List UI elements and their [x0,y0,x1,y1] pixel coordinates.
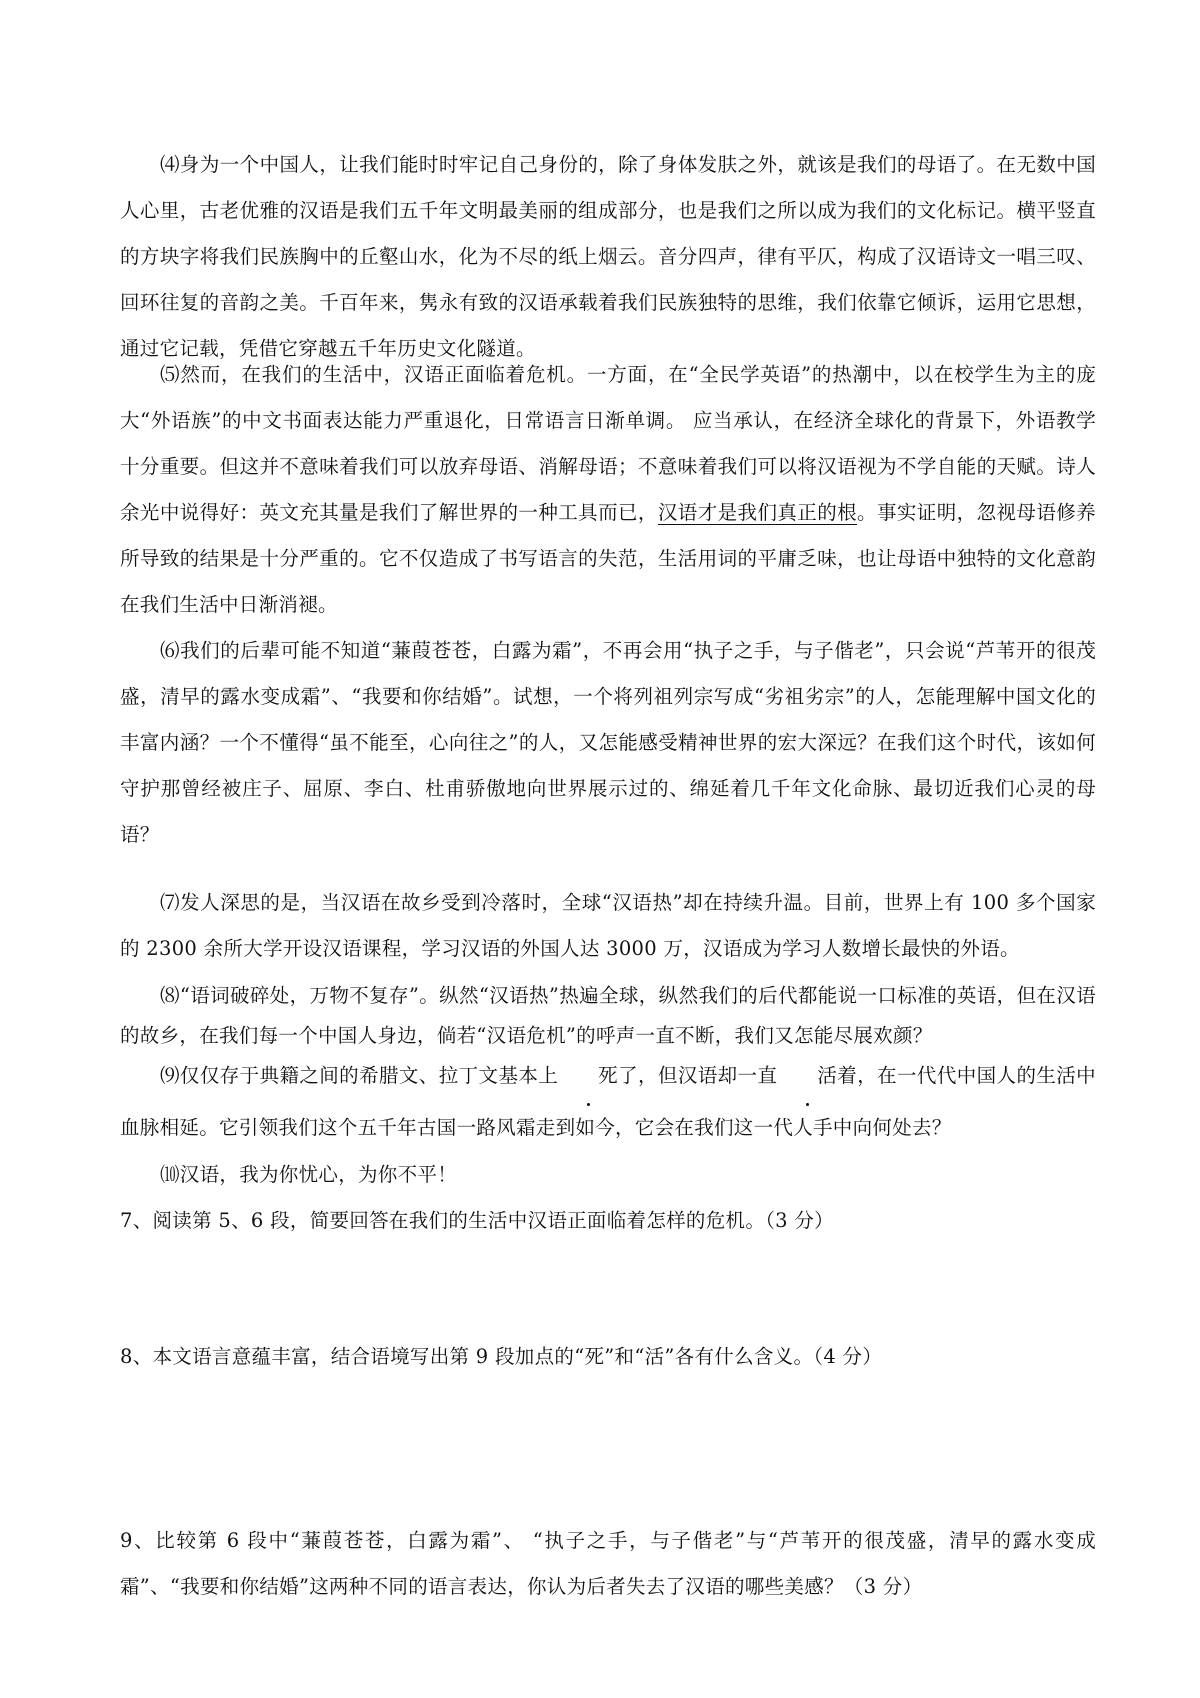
paragraph-5-text-b: 。事实证明，忽视母语修养所导致的结果是十分严重的。它不仅造成了书写语言的失范，生活用词的平庸乏味，也让母语中独特的文化意韵在我们生活中日渐消褪。 [120,501,1096,616]
question-7-text: 7、阅读第 5、6 段，简要回答在我们的生活中汉语正面临着怎样的危机。（3 分） [120,1209,834,1232]
paragraph-6 [120,628,1096,858]
dotted-char-si: 死 [558,1050,618,1102]
question-8 [120,1334,1096,1380]
paragraph-6-text: ⑹我们的后辈可能不知道“蒹葭苍苍，白露为霜”，不再会用“执子之手，与子偕老”，只会说“芦苇开的很茂盛，清早的露水变成霜”、“我要和你结婚”。试想，一个将列祖列宗写成“劣祖劣宗”的人，怎能理解中国文化的丰富内涵？一个不懂得“虽不能至，心向往之”的人，又怎能感受精神世界的宏大深远？在我们这个时代，该如何守护那曾经被庄子、屈原、李白、杜甫骄傲地向世界展示过的、绵延着几千年文化命脉、最切近我们心灵的母语？ [120,639,1096,846]
underlined-phrase: 汉语才是我们真正的根 [657,501,858,524]
paragraph-10 [120,1152,1096,1198]
paragraph-5 [120,352,1096,628]
question-7 [120,1198,1096,1244]
dotted-char-huo: 活 [777,1050,837,1102]
paragraph-9-text-b: 了，但汉语却一直 [617,1064,778,1087]
question-8-text: 8、本文语言意蕴丰富，结合语境写出第 9 段加点的“死”和“活”各有什么含义。（4 分） [120,1345,883,1368]
question-9 [120,1518,1096,1610]
paragraph-7-text: ⑺发人深思的是，当汉语在故乡受到冷落时，全球“汉语热”却在持续升温。目前，世界上有 100 多个国家的 2300 余所大学开设汉语课程，学习汉语的外国人达 3000 万，汉语成为学习人数增长最快的外语。 [120,891,1096,960]
paragraph-8 [120,976,1096,1056]
paragraph-9-text-c: 着，在一代代中国人的生活中血脉相延。它引领我们这个五千年古国一路风霜走到如今，它会在我们这一代人手中向何处去？ [120,1064,1096,1139]
paragraph-9 [120,1050,1096,1154]
paragraph-7 [120,880,1096,972]
question-9-text: 9、比较第 6 段中“蒹葭苍苍，白露为霜”、 “执子之手，与子偕老”与“芦苇开的很茂盛，清早的露水变成霜”、“我要和你结婚”这两种不同的语言表达，你认为后者失去了汉语的哪些美感？（3 分） [120,1529,1096,1598]
paragraph-4-text: ⑷身为一个中国人，让我们能时时牢记自己身份的，除了身体发肤之外，就该是我们的母语了。在无数中国人心里，古老优雅的汉语是我们五千年文明最美丽的组成部分，也是我们之所以成为我们的文化标记。横平竖直的方块字将我们民族胸中的丘壑山水，化为不尽的纸上烟云。音分四声，律有平仄，构成了汉语诗文一唱三叹、回环往复的音韵之美。千百年来，隽永有致的汉语承载着我们民族独特的思维，我们依靠它倾诉，运用它思想，通过它记载，凭借它穿越五千年历史文化隧道。 [120,153,1096,360]
paragraph-9-text-a: ⑼仅仅存于典籍之间的希腊文、拉丁文基本上 [160,1064,559,1087]
paragraph-4 [120,142,1096,372]
paragraph-10-text: ⑽汉语，我为你忧心，为你不平！ [160,1163,458,1186]
paragraph-8-text: ⑻“语词破碎处，万物不复存”。纵然“汉语热”热遍全球，纵然我们的后代都能说一口标准的英语，但在汉语的故乡，在我们每一个中国人身边，倘若“汉语危机”的呼声一直不断，我们又怎能尽展欢颜？ [120,984,1096,1047]
paragraph-5-text-a: ⑸然而，在我们的生活中，汉语正面临着危机。一方面，在“全民学英语”的热潮中，以在校学生为主的庞大“外语族”的中文书面表达能力严重退化，日常语言日渐单调。 应当承认，在经济全球化的背景下，外语教学十分重要。但这并不意味着我们可以放弃母语、消解母语；不意味着我们可以将汉语视为不学自能的天赋。诗人余光中说得好：英文充其量是我们了解世界的一种工具而已， [120,363,1096,524]
